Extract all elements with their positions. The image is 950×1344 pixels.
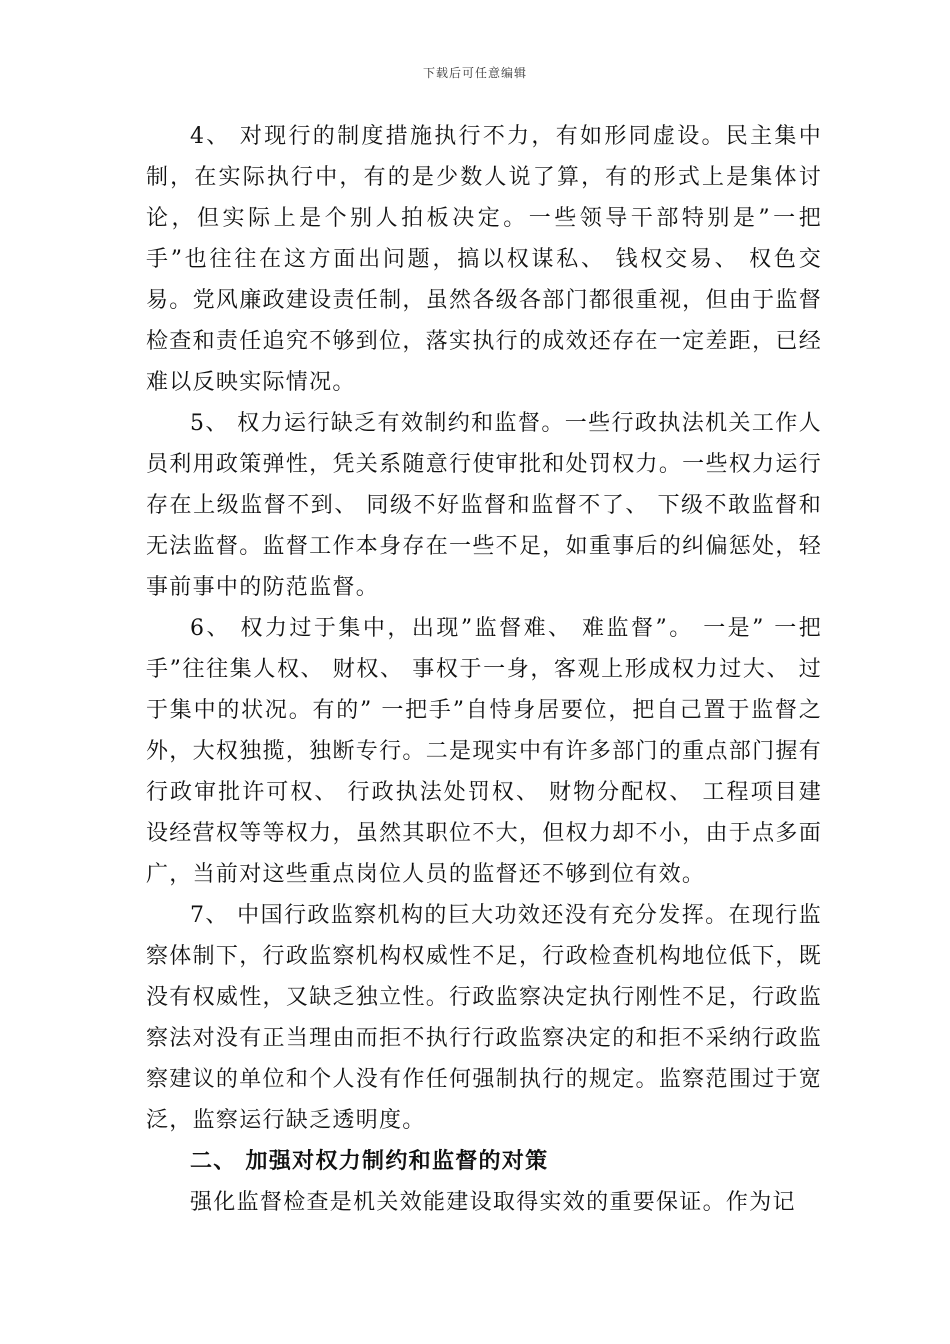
section-heading: 二、 加强对权力制约和监督的对策 (190, 1148, 549, 1174)
document-body (146, 116, 822, 1223)
paragraph-5: 5、 权力运行缺乏有效制约和监督。一些行政执法机关工作人员利用政策弹性，凭关系随意行使审批和处罚权力。一些权力运行存在上级监督不到、 同级不好监督和监督不了、 下级不敢监督和无法监督。监督工作本身存在一些不足，如重事后的纠偏惩处，轻事前事中的防范监督。 (146, 411, 822, 600)
paragraph-7: 7、 中国行政监察机构的巨大功效还没有充分发挥。在现行监察体制下，行政监察机构权威性不足，行政检查机构地位低下，既没有权威性，又缺乏独立性。行政监察决定执行刚性不足，行政监察法对没有正当理由而拒不执行行政监察决定的和拒不采纳行政监察建议的单位和个人没有作任何强制执行的规定。监察范围过于宽泛，监察运行缺乏透明度。 (146, 903, 822, 1133)
paragraph-last: 强化监督检查是机关效能建设取得实效的重要保证。作为记 (190, 1190, 796, 1215)
paragraph-4: 4、 对现行的制度措施执行不力，有如形同虚设。民主集中制，在实际执行中，有的是少数人说了算，有的形式上是集体讨论，但实际上是个别人拍板决定。一些领导干部特别是”一把手”也往往在这方面出问题，搞以权谋私、 钱权交易、 权色交易。党风廉政建设责任制，虽然各级各部门都很重视，但由于监督检查和责任追究不够到位，落实执行的成效还存在一定差距，已经难以反映实际情况。 (146, 124, 822, 395)
page-header: 下载后可任意编辑 (422, 66, 527, 80)
paragraph-6: 6、 权力过于集中，出现”监督难、 难监督”。 一是” 一把手”往往集人权、 财权、 事权于一身，客观上形成权力过大、 过于集中的状况。有的” 一把手”自恃身居要位，把自己置于监督之外，大权独揽，独断专行。二是现实中有许多部门的重点部门握有行政审批许可权、 行政执法处罚权、 财物分配权、 工程项目建设经营权等等权力，虽然其职位不大，但权力却不小，由于点多面广，当前对这些重点岗位人员的监督还不够到位有效。 (146, 616, 822, 887)
